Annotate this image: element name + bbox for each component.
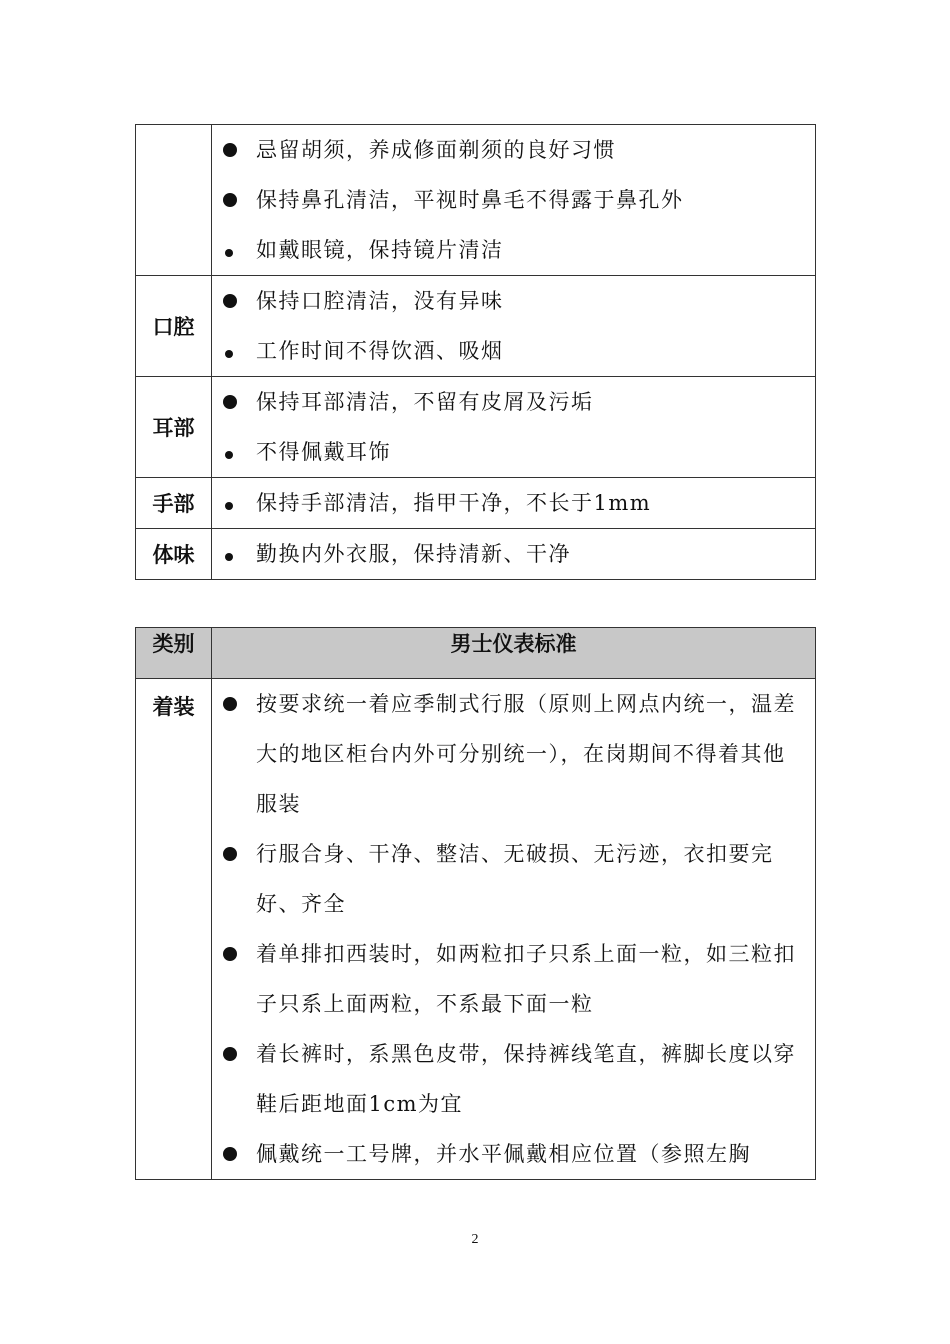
bullet-icon (223, 143, 237, 157)
list-item: 不得佩戴耳饰 (212, 427, 807, 477)
appearance-standards-table-1 (135, 124, 816, 580)
bullet-icon (223, 193, 237, 207)
category-cell: 体味 (136, 529, 212, 580)
page-number: 2 (471, 1232, 479, 1247)
category-cell: 着装 (136, 679, 212, 1180)
list-item: 工作时间不得饮酒、吸烟 (212, 326, 807, 376)
standards-header: 男士仪表标准 (212, 628, 816, 679)
list-item: 保持口腔清洁，没有异味 (212, 276, 807, 326)
bullet-icon (225, 350, 233, 358)
list-item: 着单排扣西装时，如两粒扣子只系上面一粒，如三粒扣子只系上面两粒，不系最下面一粒 (212, 929, 807, 1029)
list-item: 保持鼻孔清洁，平视时鼻毛不得露于鼻孔外 (212, 175, 807, 225)
table-row (136, 529, 816, 580)
list-item: 按要求统一着应季制式行服（原则上网点内统一，温差大的地区柜台内外可分别统一），在岗期间不得着其他服装 (212, 679, 807, 829)
standards-cell (212, 125, 816, 276)
list-item: 勤换内外衣服，保持清新、干净 (212, 529, 807, 579)
bullet-icon (223, 697, 237, 711)
category-cell: 耳部 (136, 377, 212, 478)
standards-cell (212, 377, 816, 478)
standards-cell (212, 529, 816, 580)
table-row (136, 679, 816, 1180)
category-cell: 手部 (136, 478, 212, 529)
bullet-icon (225, 502, 233, 510)
list-item: 忌留胡须，养成修面剃须的良好习惯 (212, 125, 807, 175)
list-item: 着长裤时，系黑色皮带，保持裤线笔直，裤脚长度以穿鞋后距地面1cm为宜 (212, 1029, 807, 1129)
standards-cell (212, 679, 816, 1180)
bullet-icon (225, 553, 233, 561)
list-item: 佩戴统一工号牌，并水平佩戴相应位置（参照左胸 (212, 1129, 807, 1179)
table-row (136, 125, 816, 276)
list-item: 行服合身、干净、整洁、无破损、无污迹，衣扣要完好、齐全 (212, 829, 807, 929)
list-item: 如戴眼镜，保持镜片清洁 (212, 225, 807, 275)
bullet-icon (223, 947, 237, 961)
male-appearance-standards-table (135, 627, 816, 1180)
table-row (136, 377, 816, 478)
table-header-row (136, 628, 816, 679)
table-row (136, 276, 816, 377)
standards-cell (212, 478, 816, 529)
list-item: 保持耳部清洁，不留有皮屑及污垢 (212, 377, 807, 427)
table-row (136, 478, 816, 529)
bullet-icon (223, 1047, 237, 1061)
bullet-icon (223, 847, 237, 861)
bullet-icon (223, 1147, 237, 1161)
bullet-icon (223, 395, 237, 409)
category-cell (136, 125, 212, 276)
bullet-icon (225, 249, 233, 257)
standards-cell (212, 276, 816, 377)
bullet-icon (225, 451, 233, 459)
category-cell: 口腔 (136, 276, 212, 377)
bullet-icon (223, 294, 237, 308)
list-item: 保持手部清洁，指甲干净，不长于1mm (212, 478, 807, 528)
category-header: 类别 (136, 628, 212, 679)
